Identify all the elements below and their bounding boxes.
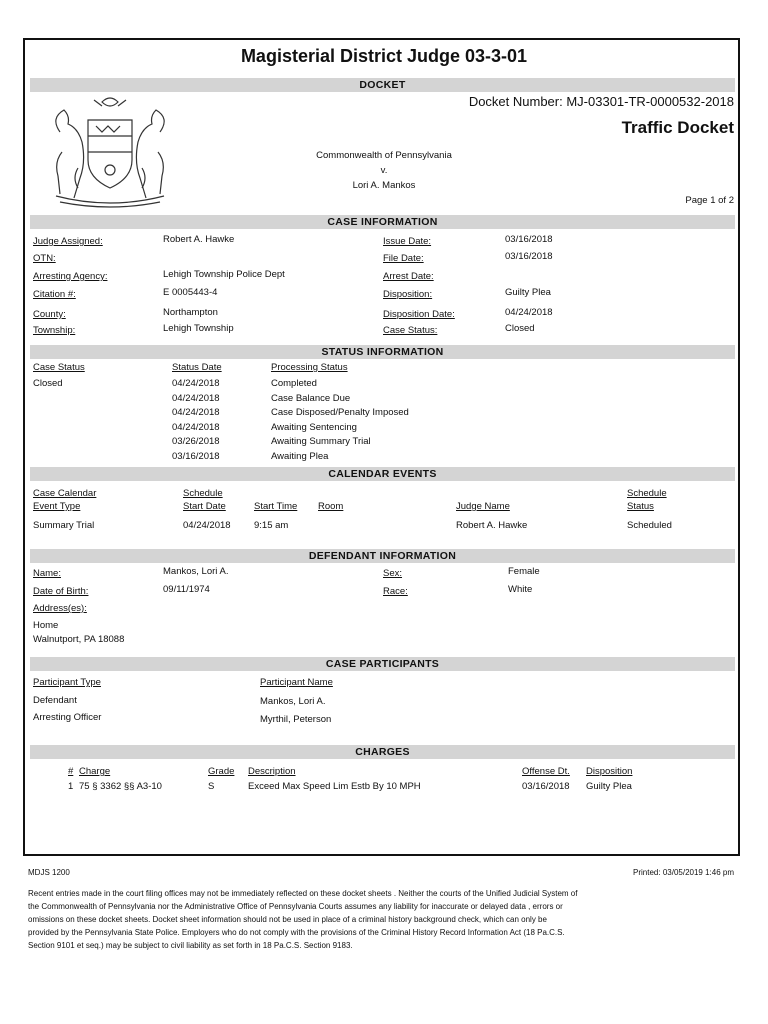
col-charge: Charge (79, 766, 111, 777)
label-sex: Sex: (383, 568, 403, 579)
value-disposition: Guilty Plea (505, 287, 551, 298)
disclaimer-line: omissions on these docket sheets. Docket sheet information should not be used in place of a criminal history background check, which can only be (28, 915, 547, 924)
address: Walnutport, PA 18088 (33, 634, 125, 645)
event-judge-name: Robert A. Hawke (456, 520, 528, 531)
value-dob: 09/11/1974 (163, 584, 210, 595)
col-description: Description (248, 766, 296, 777)
col-start-time: Start Time (254, 501, 298, 512)
printed-date: Printed: 03/05/2019 1:46 pm (633, 868, 734, 877)
event-schedule-status: Scheduled (627, 520, 672, 531)
status-case-status: Closed (33, 378, 63, 389)
caption-plaintiff: Commonwealth of Pennsylvania (316, 150, 452, 161)
label-name: Name: (33, 568, 61, 579)
value-arresting-agency: Lehigh Township Police Dept (163, 269, 285, 280)
processing-status: Awaiting Summary Trial (271, 436, 371, 447)
value-file-date: 03/16/2018 (505, 251, 553, 262)
label-arrest-date: Arrest Date: (383, 271, 434, 282)
caption-vs: v. (380, 165, 388, 176)
label-arresting-agency: Arresting Agency: (33, 271, 108, 282)
docket-bar: DOCKET (30, 78, 735, 92)
status-date: 03/16/2018 (172, 451, 220, 462)
label-issue-date: Issue Date: (383, 236, 432, 247)
processing-status: Completed (271, 378, 317, 389)
label-township: Township: (33, 325, 76, 336)
value-name: Mankos, Lori A. (163, 566, 229, 577)
status-date: 04/24/2018 (172, 393, 220, 404)
participant-type: Defendant (33, 695, 77, 706)
label-file-date: File Date: (383, 253, 424, 264)
page-number: Page 1 of 2 (685, 195, 734, 206)
disclaimer-line: provided by the Pennsylvania State Police. Employers who do not comply with the provisions of the Criminal History Record Information Act (18 Pa.C.S. (28, 928, 565, 937)
col-offense-date: Offense Dt. (522, 766, 570, 777)
case-participants-bar: CASE PARTICIPANTS (30, 657, 735, 671)
label-otn: OTN: (33, 253, 56, 264)
address-type: Home (33, 620, 59, 631)
status-date: 04/24/2018 (172, 422, 220, 433)
label-county: County: (33, 309, 66, 320)
form-number: MDJS 1200 (28, 868, 70, 877)
value-disposition-date: 04/24/2018 (505, 307, 553, 318)
charge-number: 1 (68, 781, 74, 792)
case-information-bar: CASE INFORMATION (30, 215, 735, 229)
label-addresses: Address(es): (33, 603, 87, 614)
processing-status: Awaiting Sentencing (271, 422, 357, 433)
status-date: 04/24/2018 (172, 407, 220, 418)
label-judge-assigned: Judge Assigned: (33, 236, 103, 247)
processing-status: Case Disposed/Penalty Imposed (271, 407, 409, 418)
event-start-time: 9:15 am (254, 520, 289, 531)
event-type: Summary Trial (33, 520, 95, 531)
col-judge-name: Judge Name (456, 501, 510, 512)
col-start-date: Start Date (183, 501, 226, 512)
label-disposition: Disposition: (383, 289, 433, 300)
value-sex: Female (508, 566, 540, 577)
status-date: 03/26/2018 (172, 436, 220, 447)
charges-bar: CHARGES (30, 745, 735, 759)
docket-number: Docket Number: MJ-03301-TR-0000532-2018 (468, 94, 734, 109)
event-start-date: 04/24/2018 (183, 520, 231, 531)
col-case-calendar: Case Calendar (33, 488, 97, 499)
court-title: Magisterial District Judge 03-3-01 (240, 46, 528, 66)
disclaimer (28, 887, 577, 952)
col-room: Room (318, 501, 344, 512)
label-race: Race: (383, 586, 408, 597)
col-status-date: Status Date (172, 362, 222, 373)
col-processing-status: Processing Status (271, 362, 348, 373)
disclaimer-line: Section 9101 et seq.) may be subject to civil liability as set forth in 18 Pa.C.S. Section 9183. (28, 941, 353, 950)
caption-defendant: Lori A. Mankos (352, 180, 416, 191)
col-disposition: Disposition (586, 766, 633, 777)
charge-disposition: Guilty Plea (586, 781, 632, 792)
label-citation: Citation #: (33, 289, 76, 300)
charge-offense-date: 03/16/2018 (522, 781, 570, 792)
charge-description: Exceed Max Speed Lim Estb By 10 MPH (248, 781, 421, 792)
participant-name: Myrthil, Peterson (260, 714, 332, 725)
participant-name: Mankos, Lori A. (260, 696, 326, 707)
processing-status: Awaiting Plea (271, 451, 329, 462)
value-judge-assigned: Robert A. Hawke (163, 234, 235, 245)
charge-grade: S (208, 781, 215, 792)
disclaimer-line: the Commonwealth of Pennsylvania nor the Administrative Office of Pennsylvania Courts assumes any liability for inaccurate or delayed data , errors or (28, 902, 563, 911)
col-participant-name: Participant Name (260, 677, 333, 688)
col-schedule-status: Status (627, 501, 654, 512)
col-case-status: Case Status (33, 362, 85, 373)
label-disposition-date: Disposition Date: (383, 309, 455, 320)
defendant-information-bar: DEFENDANT INFORMATION (30, 549, 735, 563)
value-case-status: Closed (505, 323, 535, 334)
value-township: Lehigh Township (163, 323, 234, 334)
col-schedule-2: Schedule (627, 488, 667, 499)
col-event-type: Event Type (33, 501, 81, 512)
calendar-events-bar: CALENDAR EVENTS (30, 467, 735, 481)
disclaimer-line: Recent entries made in the court filing offices may not be immediately reflected on these docket sheets . Neither the courts of the Unified Judicial System of (28, 889, 578, 898)
value-issue-date: 03/16/2018 (505, 234, 553, 245)
value-race: White (508, 584, 533, 595)
charge-statute: 75 § 3362 §§ A3-10 (79, 781, 162, 792)
col-grade: Grade (208, 766, 235, 777)
status-information-bar: STATUS INFORMATION (30, 345, 735, 359)
value-citation: E 0005443-4 (163, 287, 218, 298)
processing-status: Case Balance Due (271, 393, 351, 404)
col-participant-type: Participant Type (33, 677, 101, 688)
participant-type: Arresting Officer (33, 712, 102, 723)
docket-type: Traffic Docket (621, 118, 734, 137)
value-county: Northampton (163, 307, 218, 318)
label-dob: Date of Birth: (33, 586, 89, 597)
label-case-status: Case Status: (383, 325, 438, 336)
col-schedule: Schedule (183, 488, 223, 499)
status-date: 04/24/2018 (172, 378, 220, 389)
col-charge-number: # (68, 766, 74, 777)
